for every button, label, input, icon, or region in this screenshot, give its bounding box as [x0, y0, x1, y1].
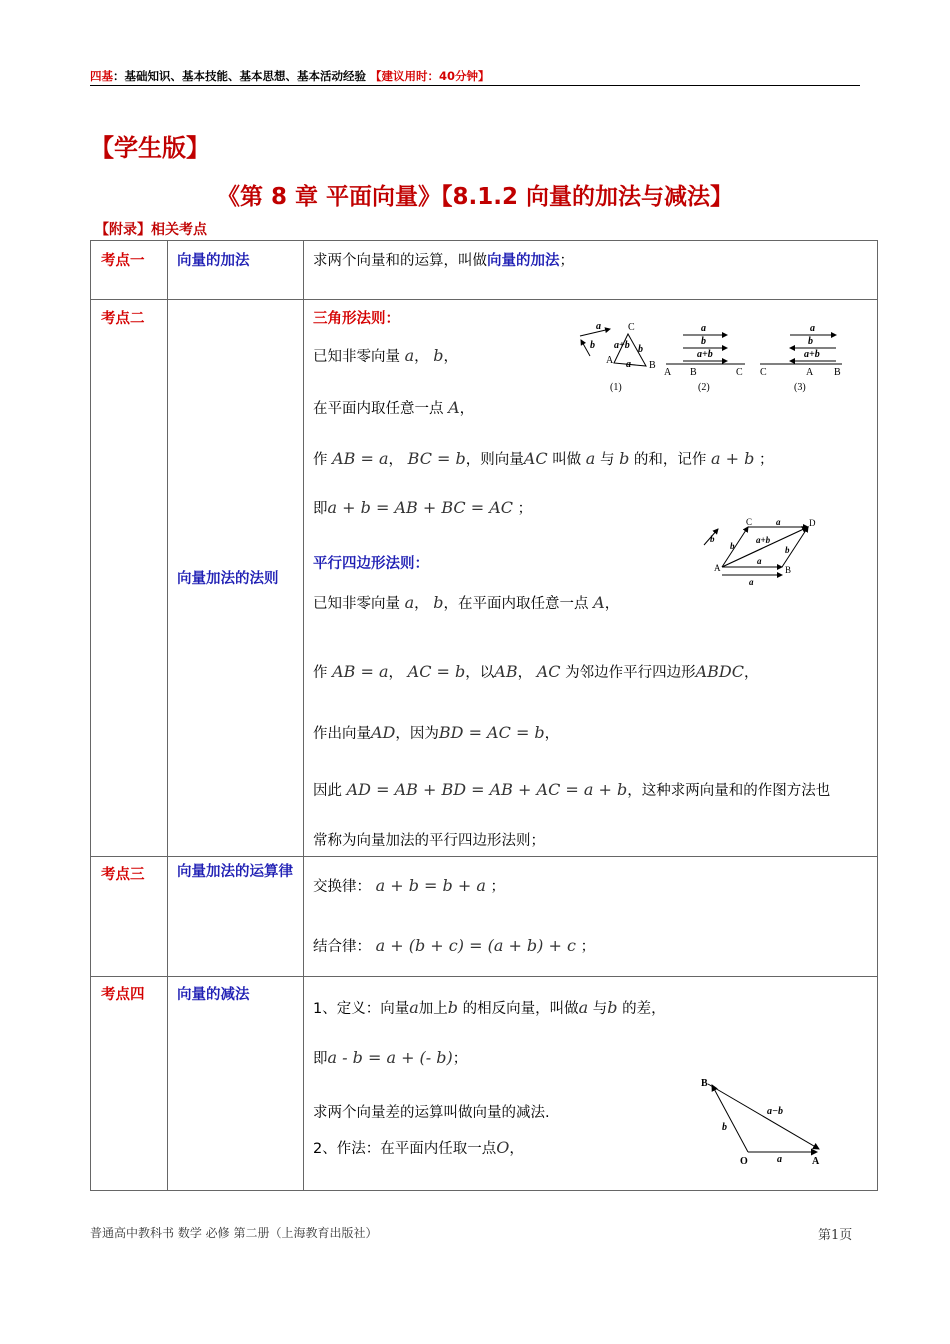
header-prefix: 四基 — [90, 69, 113, 83]
svg-text:b: b — [638, 344, 643, 355]
svg-text:a: a — [701, 323, 706, 334]
par-line-1: 已知非零向量 a， b，在平面内取任意一点 A， — [313, 593, 620, 612]
header-text: ：基础知识、基本技能、基本思想、基本活动经验 — [113, 69, 366, 83]
svg-text:b: b — [808, 336, 813, 347]
svg-text:A: A — [714, 563, 721, 573]
sub-line-2: 即a - b = a + (- b)； — [313, 1048, 468, 1067]
associative-law: 结合律： a + (b + c) = (a + b) + c ； — [313, 936, 596, 955]
svg-text:C: C — [628, 322, 635, 333]
page-header — [90, 68, 490, 84]
row2-key: 考点二 — [101, 311, 145, 327]
par-line-4: 因此 AD = AB + BD = AB + AC = a + b，这种求两向量和的作图方法也 — [313, 780, 831, 799]
header-rule — [90, 85, 860, 86]
parallelogram-figure — [700, 515, 825, 590]
page-title: 《第 8 章 平面向量》【8.1.2 向量的加法与减法】 — [216, 184, 734, 210]
sub-line-4: 2、作法：在平面内任取一点O， — [313, 1138, 524, 1157]
svg-text:(1): (1) — [610, 382, 622, 393]
svg-text:b: b — [722, 1122, 727, 1133]
svg-text:A: A — [806, 367, 814, 378]
row1-key: 考点一 — [101, 253, 145, 269]
row3-key: 考点三 — [101, 867, 145, 883]
svg-text:O: O — [740, 1156, 748, 1167]
par-line-2: 作 AB = a， AC = b，以AB， AC 为邻边作平行四边形ABDC， — [313, 662, 759, 681]
k1-text: 求两个向量和的运算，叫做 — [313, 253, 487, 269]
svg-text:(2): (2) — [698, 382, 710, 393]
svg-text:C: C — [746, 517, 753, 527]
footer-book: 普通高中教科书 数学 必修 第二册（上海教育出版社） — [90, 1226, 378, 1240]
tri-line-1: 已知非零向量 a， b， — [313, 346, 459, 365]
row1-name: 向量的加法 — [177, 253, 250, 269]
svg-text:b: b — [785, 545, 790, 555]
svg-text:a+b: a+b — [756, 535, 771, 545]
col-divider-1 — [167, 241, 168, 1190]
par-line-5: 常称为向量加法的平行四边形法则； — [313, 833, 545, 849]
svg-text:a: a — [810, 323, 815, 334]
svg-text:a: a — [749, 577, 754, 587]
row4-key: 考点四 — [101, 987, 145, 1003]
svg-text:A: A — [664, 367, 672, 378]
svg-text:b: b — [730, 541, 735, 551]
fig1-label-b-1: b — [590, 340, 595, 351]
svg-text:B: B — [690, 367, 697, 378]
fig1-vec-a-1 — [580, 329, 610, 336]
header-note: 【建议用时：40分钟】 — [370, 69, 490, 83]
svg-text:b: b — [701, 336, 706, 347]
svg-text:a: a — [757, 556, 762, 566]
tri-line-2: 在平面内取任意一点 A， — [313, 398, 475, 417]
tri-line-4: 即a + b = AB + BC = AC ； — [313, 498, 533, 517]
svg-text:B: B — [834, 367, 841, 378]
svg-text:(3): (3) — [794, 382, 806, 393]
row2-name: 向量加法的法则 — [177, 571, 279, 587]
version-label: 【学生版】 — [90, 134, 210, 162]
svg-text:a: a — [776, 517, 781, 527]
row-divider-3 — [91, 976, 877, 977]
footer-page-number: 第1页 — [818, 1228, 853, 1243]
svg-text:D: D — [809, 518, 816, 528]
svg-text:a+b: a+b — [804, 349, 820, 360]
row1-content — [313, 249, 574, 270]
appendix-heading: 【附录】相关考点 — [95, 222, 207, 238]
svg-text:B: B — [649, 360, 656, 371]
svg-text:C: C — [760, 367, 767, 378]
subtraction-figure — [695, 1072, 830, 1167]
svg-text:a−b: a−b — [767, 1106, 784, 1117]
row3-name: 向量加法的运算律 — [177, 864, 293, 880]
svg-text:a+b: a+b — [614, 340, 630, 351]
row4-name: 向量的减法 — [177, 987, 250, 1003]
svg-text:B: B — [701, 1078, 708, 1089]
commutative-law: 交换律： a + b = b + a ； — [313, 876, 506, 895]
par-line-3: 作出向量AD，因为BD = AC = b， — [313, 723, 560, 742]
row-divider-1 — [91, 299, 877, 300]
svg-text:A: A — [812, 1156, 820, 1167]
col-divider-2 — [303, 241, 304, 1190]
svg-text:a+b: a+b — [697, 349, 713, 360]
tri-line-3: 作 AB = a， BC = b，则向量AC 叫做 a 与 b 的和，记作 a + b ； — [313, 449, 774, 468]
svg-text:b: b — [710, 534, 715, 544]
k1-end: ； — [559, 253, 574, 269]
svg-text:C: C — [736, 367, 743, 378]
svg-text:A: A — [606, 355, 614, 366]
triangle-rule-figure — [570, 318, 855, 398]
sub-line-1: 1、定义：向量a加上b 的相反向量，叫做a 与b 的差， — [313, 998, 666, 1017]
svg-text:B: B — [785, 565, 792, 575]
svg-text:a: a — [777, 1154, 782, 1165]
fig1-vec-b-1 — [581, 340, 590, 356]
svg-text:a: a — [626, 359, 631, 370]
parallelogram-rule-heading: 平行四边形法则： — [313, 556, 429, 572]
sub-line-3: 求两个向量差的运算叫做向量的减法. — [313, 1105, 550, 1121]
k1-term: 向量的加法 — [487, 253, 560, 269]
fig1-label-a-1: a — [596, 321, 601, 332]
triangle-rule-heading: 三角形法则： — [313, 311, 400, 327]
